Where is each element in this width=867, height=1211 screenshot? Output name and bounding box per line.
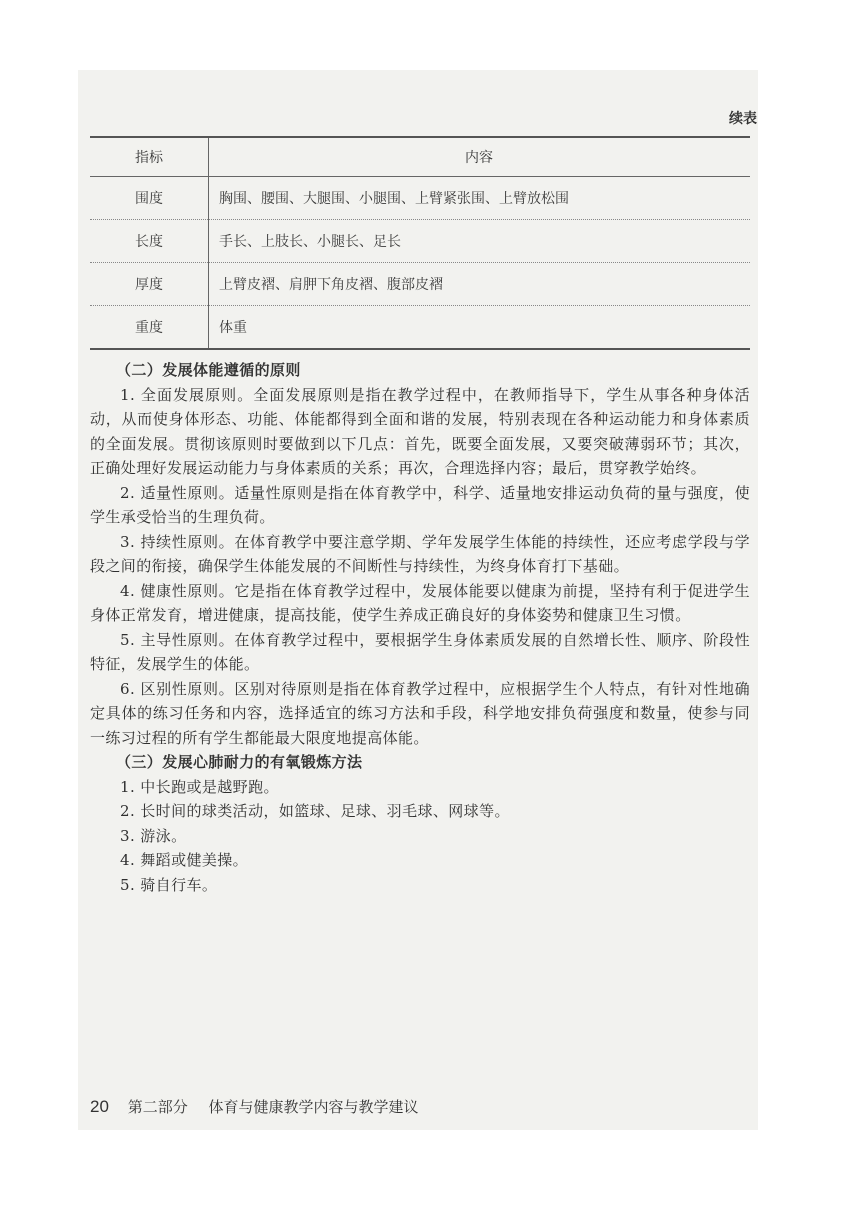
table-row	[90, 177, 750, 220]
row-indicator: 长度	[90, 220, 209, 263]
row-content: 上臂皮褶、肩胛下角皮褶、腹部皮褶	[209, 263, 751, 306]
principle-paragraph: 6. 区别性原则。区别对待原则是指在体育教学过程中，应根据学生个人特点，有针对性地确定具体的练习任务和内容，选择适宜的练习方法和手段，科学地安排负荷强度和数量，使参与同一练习过程的所有学生都能最大限度地提高体能。	[90, 679, 750, 747]
aerobic-method-item: 4. 舞蹈或健美操。	[120, 851, 249, 869]
table-row	[90, 306, 750, 350]
row-content: 体重	[209, 306, 751, 350]
table-row	[90, 263, 750, 306]
body-text	[90, 358, 750, 897]
aerobic-method-item: 3. 游泳。	[120, 826, 187, 845]
aerobic-method-item: 2. 长时间的球类活动，如篮球、足球、羽毛球、网球等。	[120, 802, 510, 820]
footer-title: 体育与健康教学内容与教学建议	[208, 1098, 419, 1116]
table-header-row	[90, 137, 750, 177]
section-heading-aerobic: （三）发展心肺耐力的有氧锻炼方法	[116, 753, 363, 771]
principle-paragraph: 4. 健康性原则。它是指在体育教学过程中，发展体能要以健康为前提，坚持有利于促进学生身体正常发育，增进健康，提高技能，使学生养成正确良好的身体姿势和健康卫生习惯。	[90, 581, 750, 624]
page-number: 20	[90, 1097, 109, 1116]
header-content: 内容	[209, 137, 751, 177]
aerobic-method-item: 1. 中长跑或是越野跑。	[120, 777, 279, 796]
indicator-table	[90, 136, 750, 350]
continued-label: 续表	[729, 111, 757, 127]
principle-paragraph: 5. 主导性原则。在体育教学过程中，要根据学生身体素质发展的自然增长性、顺序、阶段性特征，发展学生的体能。	[90, 630, 750, 673]
row-content: 胸围、腰围、大腿围、小腿围、上臂紧张围、上臂放松围	[209, 177, 751, 220]
page-footer	[90, 1096, 419, 1117]
row-indicator: 厚度	[90, 263, 209, 306]
principle-paragraph: 2. 适量性原则。适量性原则是指在体育教学中，科学、适量地安排运动负荷的量与强度，使学生承受恰当的生理负荷。	[90, 483, 750, 526]
principle-paragraph: 1. 全面发展原则。全面发展原则是指在教学过程中，在教师指导下，学生从事各种身体活动，从而使身体形态、功能、体能都得到全面和谐的发展，特别表现在各种运动能力和身体素质的全面发展。贯彻该原则时要做到以下几点：首先，既要全面发展，又要突破薄弱环节；其次，正确处理好发展运动能力与身体素质的关系；再次，合理选择内容；最后，贯穿教学始终。	[90, 385, 750, 477]
table-row	[90, 220, 750, 263]
principle-paragraph: 3. 持续性原则。在体育教学中要注意学期、学年发展学生体能的持续性，还应考虑学段与学段之间的衔接，确保学生体能发展的不间断性与持续性，为终身体育打下基础。	[90, 532, 750, 575]
row-indicator: 重度	[90, 306, 209, 350]
row-indicator: 围度	[90, 177, 209, 220]
aerobic-method-item: 5. 骑自行车。	[120, 875, 218, 894]
section-heading-principles: （二）发展体能遵循的原则	[116, 361, 301, 379]
row-content: 手长、上肢长、小腿长、足长	[209, 220, 751, 263]
header-indicator: 指标	[90, 137, 209, 177]
footer-part: 第二部分	[127, 1098, 188, 1116]
